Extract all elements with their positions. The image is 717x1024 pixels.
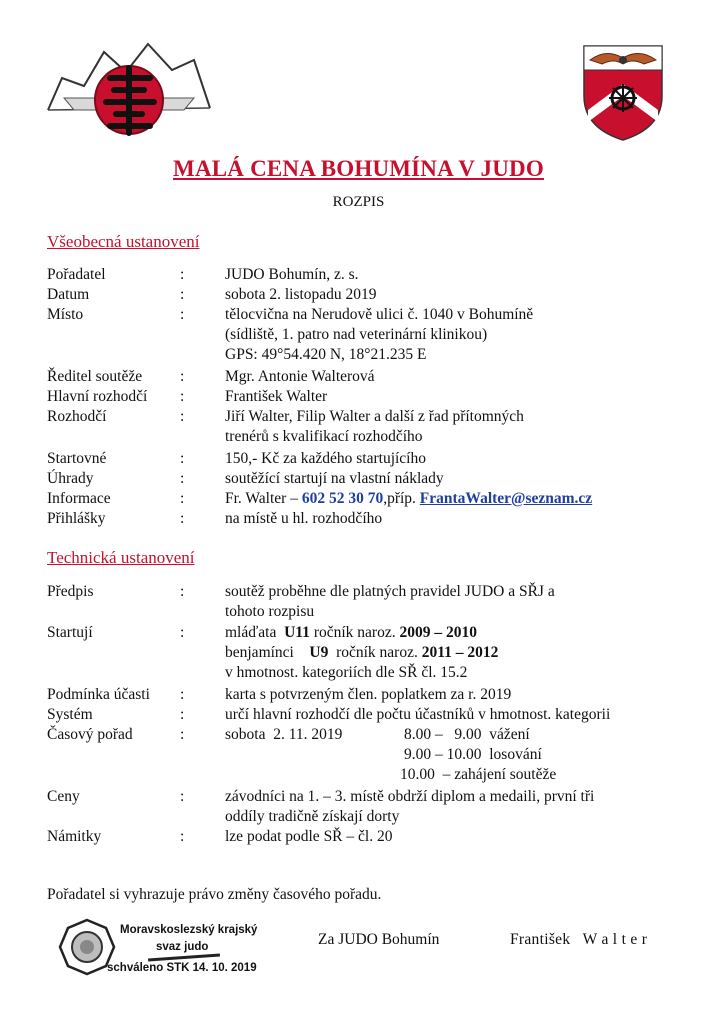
signature-stroke (148, 953, 220, 961)
row-label: Ceny (47, 788, 80, 805)
schedule-item: 8.00 – 9.00 vážení (404, 726, 530, 743)
row-label: Informace (47, 490, 111, 507)
row-separator: : (180, 450, 185, 467)
row-label: Předpis (47, 583, 94, 600)
category-name: benjamínci (225, 644, 310, 661)
row-value: závodníci na 1. – 3. místě obdrží diplom a medaili, první tři (225, 788, 595, 805)
row-separator: : (180, 286, 185, 303)
row-label: Námitky (47, 828, 102, 845)
organizer-note: Pořadatel si vyhrazuje právo změny časového pořadu. (47, 886, 382, 903)
row-poradatel (47, 266, 687, 286)
page-title: MALÁ CENA BOHUMÍNA V JUDO (173, 156, 544, 181)
row-separator: : (180, 408, 185, 425)
row-value: tělocvična na Nerudově ulici č. 1040 v Bohumíně (225, 306, 534, 323)
row-reditel (47, 368, 687, 388)
row-value: na místě u hl. rozhodčího (225, 510, 383, 527)
stamp-line-2: svaz judo (156, 941, 209, 953)
category-code: U11 (284, 624, 310, 641)
row-value: Jiří Walter, Filip Walter a další z řad přítomných (225, 408, 524, 425)
row-value (225, 624, 477, 642)
row-separator: : (180, 726, 185, 743)
row-uhrady (47, 470, 687, 490)
row-datum (47, 286, 687, 306)
row-value (225, 490, 592, 508)
category-years: 2011 – 2012 (421, 644, 499, 661)
row-startovne (47, 450, 687, 470)
row-value: lze podat podle SŘ – čl. 20 (225, 828, 393, 845)
row-value: soutěž proběhne dle platných pravidel JUDO a SŘJ a (225, 583, 555, 600)
category-name: mláďata (225, 624, 285, 641)
row-system (47, 706, 687, 726)
email-link[interactable]: FrantaWalter@seznam.cz (419, 490, 593, 507)
info-middle: ,příp. (383, 490, 420, 507)
row-startuji (47, 624, 687, 644)
row-separator: : (180, 510, 185, 527)
row-label: Rozhodčí (47, 408, 107, 425)
rozhodci-line-2: trenérů s kvalifikací rozhodčího (225, 428, 423, 445)
row-separator: : (180, 490, 185, 507)
row-separator: : (180, 686, 185, 703)
row-label: Podmínka účasti (47, 686, 150, 703)
row-value: sobota 2. 11. 2019 (225, 726, 343, 743)
row-label: Datum (47, 286, 90, 303)
info-prefix: Fr. Walter – (225, 490, 302, 507)
category-year-label: ročník naroz. (328, 644, 422, 661)
startuji-line-3: v hmotnost. kategoriích dle SŘ čl. 15.2 (225, 664, 468, 681)
schedule-item: 10.00 – zahájení soutěže (400, 766, 557, 783)
row-separator: : (180, 624, 185, 641)
judo-emblem-icon (44, 38, 214, 138)
section-heading-technical: Technická ustanovení (47, 548, 195, 567)
signature-organization: Za JUDO Bohumín (318, 931, 440, 948)
row-separator: : (180, 706, 185, 723)
row-value: určí hlavní rozhodčí dle počtu účastníků v hmotnost. kategorii (225, 706, 611, 723)
page-subtitle: ROZPIS (332, 194, 385, 210)
misto-line-2: (sídliště, 1. patro nad veterinární klinikou) (225, 326, 488, 343)
row-value: soutěžící startují na vlastní náklady (225, 470, 444, 487)
row-value: 150,- Kč za každého startujícího (225, 450, 426, 467)
row-ceny (47, 788, 687, 808)
row-label: Startovné (47, 450, 107, 467)
row-label: Místo (47, 306, 84, 323)
row-separator: : (180, 306, 185, 323)
startuji-line-2 (225, 644, 498, 662)
phone-number[interactable]: 602 52 30 70 (301, 490, 384, 507)
row-label: Startují (47, 624, 93, 641)
row-label: Pořadatel (47, 266, 106, 283)
predpis-line-2: tohoto rozpisu (225, 603, 315, 620)
stamp-line-1: Moravskoslezský krajský (120, 924, 258, 936)
row-label: Ředitel soutěže (47, 368, 143, 385)
row-value: František Walter (225, 388, 328, 405)
row-value: Mgr. Antonie Walterová (225, 368, 375, 385)
row-prihlasky (47, 510, 687, 530)
row-value: JUDO Bohumín, z. s. (225, 266, 359, 283)
category-year-label: ročník naroz. (309, 624, 400, 641)
row-separator: : (180, 583, 185, 600)
row-value: karta s potvrzeným člen. poplatkem za r. 2019 (225, 686, 512, 703)
misto-gps: GPS: 49°54.420 N, 18°21.235 E (225, 346, 427, 363)
category-code: U9 (309, 644, 329, 661)
row-value: sobota 2. listopadu 2019 (225, 286, 377, 303)
row-separator: : (180, 368, 185, 385)
row-separator: : (180, 470, 185, 487)
bohumin-coat-of-arms-icon (582, 44, 664, 142)
row-rozhodci (47, 408, 687, 428)
row-predpis (47, 583, 687, 603)
category-years: 2009 – 2010 (399, 624, 477, 641)
row-namitky (47, 828, 687, 848)
row-label: Úhrady (47, 470, 94, 487)
signature-name: František W a l t e r (510, 931, 648, 948)
row-podminka (47, 686, 687, 706)
row-informace (47, 490, 687, 510)
row-label: Hlavní rozhodčí (47, 388, 148, 405)
row-label: Systém (47, 706, 93, 723)
row-separator: : (180, 266, 185, 283)
section-heading-general: Všeobecná ustanovení (47, 232, 200, 251)
schedule-item: 9.00 – 10.00 losování (404, 746, 542, 763)
row-misto (47, 306, 687, 326)
ceny-line-2: oddíly tradičně získají dorty (225, 808, 400, 825)
row-label: Přihlášky (47, 510, 106, 527)
row-hlavni-rozhodci (47, 388, 687, 408)
row-separator: : (180, 828, 185, 845)
row-label: Časový pořad (47, 726, 133, 743)
row-separator: : (180, 388, 185, 405)
row-casovy-porad (47, 726, 687, 746)
row-separator: : (180, 788, 185, 805)
stamp-line-3: schváleno STK 14. 10. 2019 (107, 962, 257, 974)
